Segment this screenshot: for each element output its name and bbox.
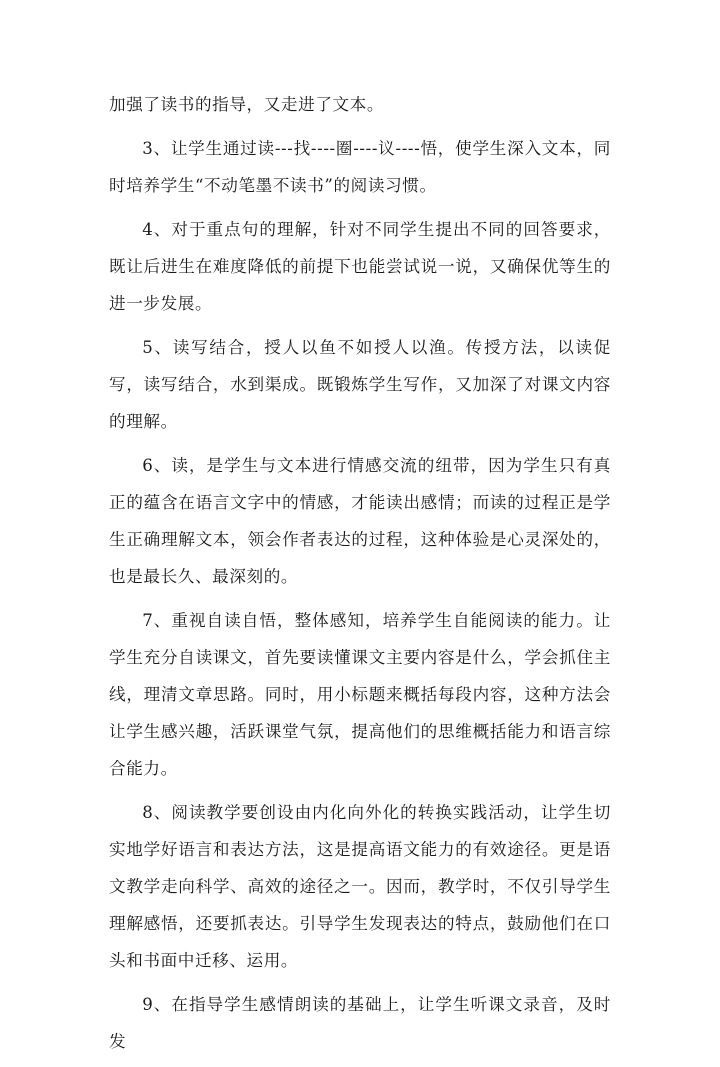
- paragraph-item-7: 7、重视自读自悟，整体感知，培养学生自能阅读的能力。让学生充分自读课文，首先要读懂课文主要内容是什么，学会抓住主线，理清文章思路。同时，用小标题来概括每段内容，这种方法会让学生感兴趣，活跃课堂气氛，提高他们的思维概括能力和语言综合能力。: [109, 611, 611, 778]
- paragraph-item-8: 8、阅读教学要创设由内化向外化的转换实践活动，让学生切实地学好语言和表达方法，这是提高语文能力的有效途径。更是语文教学走向科学、高效的途径之一。因而，教学时，不仅引导学生理解感悟，还要抓表达。引导学生发现表达的特点，鼓励他们在口头和书面中迁移、运用。: [109, 803, 611, 970]
- paragraph-item-9: 9、在指导学生感情朗读的基础上，让学生听课文录音，及时发: [109, 995, 611, 1051]
- paragraph-item-3: 3、让学生通过读---找----圈----议----悟，使学生深入文本，同时培养学生“不动笔墨不读书”的阅读习惯。: [109, 139, 611, 195]
- document-page: [109, 86, 611, 1067]
- paragraph-item-6: 6、读，是学生与文本进行情感交流的纽带，因为学生只有真正的蕴含在语言文字中的情感，才能读出感情；而读的过程正是学生正确理解文本，领会作者表达的过程，这种体验是心灵深处的，也是最长久、最深刻的。: [109, 456, 611, 586]
- paragraph-item-5: 5、读写结合，授人以鱼不如授人以渔。传授方法，以读促写，读写结合，水到渠成。既锻炼学生写作，又加深了对课文内容的理解。: [109, 338, 611, 431]
- paragraph-item-4: 4、对于重点句的理解，针对不同学生提出不同的回答要求，既让后进生在难度降低的前提下也能尝试说一说，又确保优等生的进一步发展。: [109, 220, 611, 313]
- paragraph-continued: 加强了读书的指导，又走进了文本。: [109, 95, 385, 114]
